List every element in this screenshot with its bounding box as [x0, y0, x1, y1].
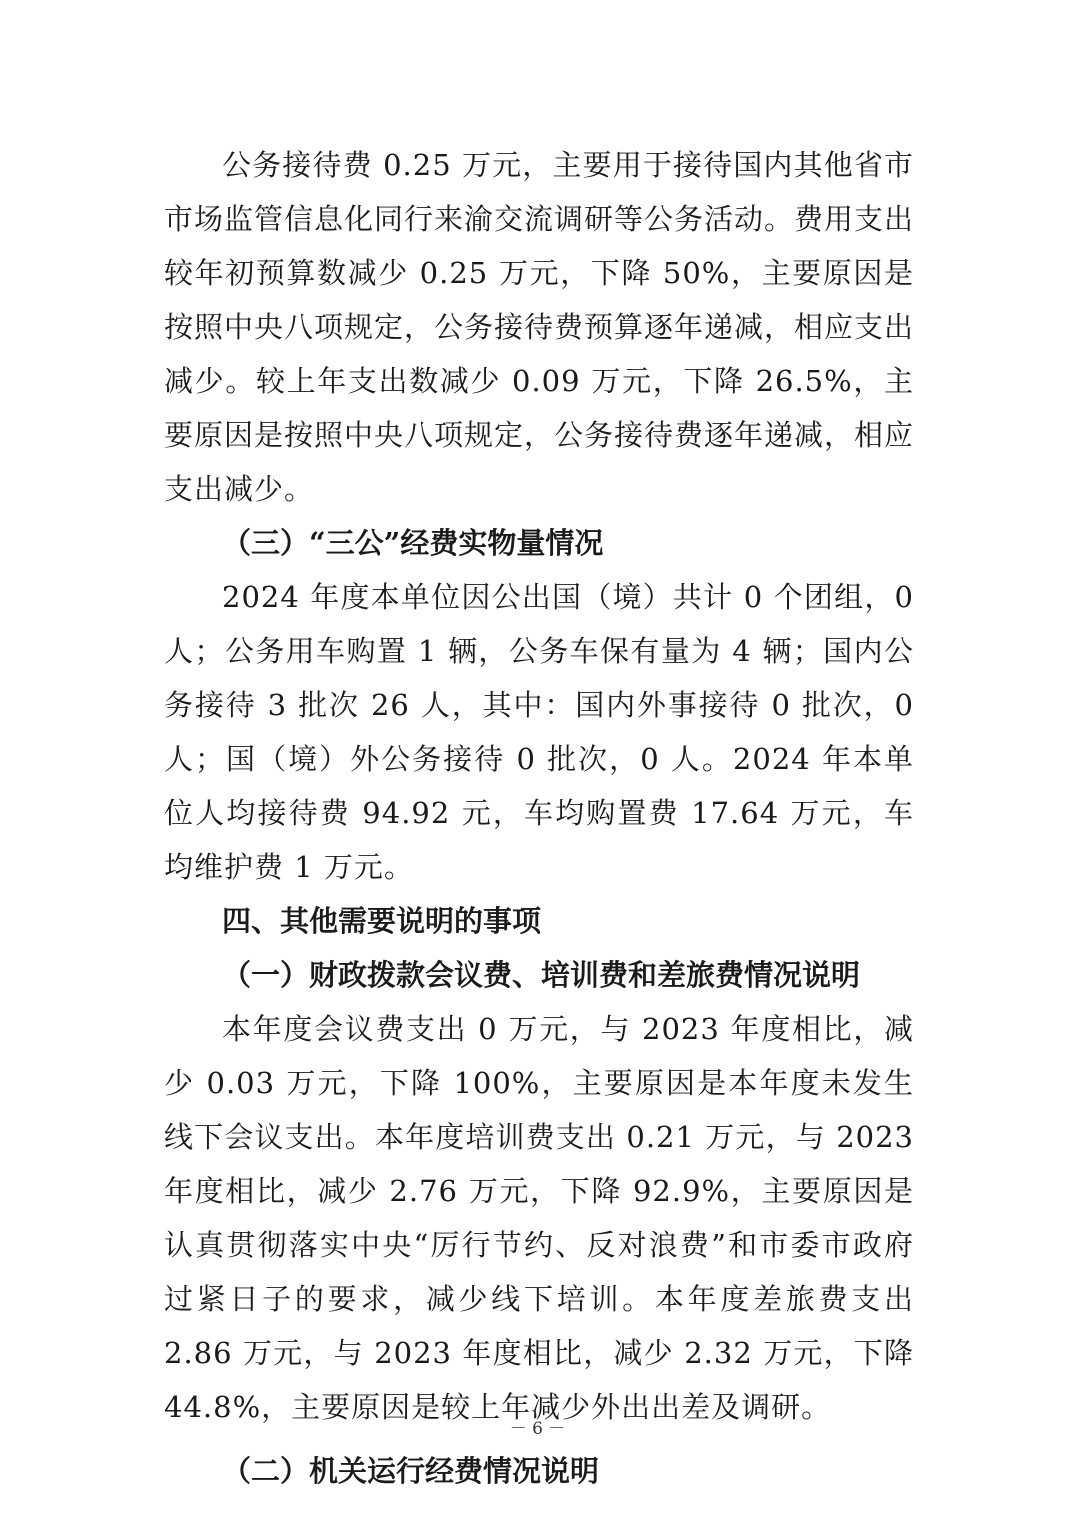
- paragraph-physical-quantity: 2024 年度本单位因公出国（境）共计 0 个团组，0 人；公务用车购置 1 辆，公务车保有量为 4 辆；国内公务接待 3 批次 26 人，其中：国内外事接待 0 批次，0 人；国（境）外公务接待 0 批次，0 人。2024 年本单位人均接待费 94.92 元，车均购置费 17.64 万元，车均维护费 1 万元。: [164, 580, 914, 884]
- heading-operating-expenses: （二）机关运行经费情况说明: [222, 1454, 600, 1488]
- paragraph-reception-fee: 公务接待费 0.25 万元，主要用于接待国内其他省市市场监管信息化同行来渝交流调研等公务活动。费用支出较年初预算数减少 0.25 万元，下降 50%，主要原因是按照中央八项规定，公务接待费预算逐年递减，相应支出减少。较上年支出数减少 0.09 万元，下降 26.5%，主要原因是按照中央八项规定，公务接待费逐年递减，相应支出减少。: [164, 148, 915, 506]
- paragraph-meeting-training-travel: 本年度会议费支出 0 万元，与 2023 年度相比，减少 0.03 万元，下降 100%，主要原因是本年度未发生线下会议支出。本年度培训费支出 0.21 万元，与 2023 年度相比，减少 2.76 万元，下降 92.9%，主要原因是认真贯彻落实中央“厉行节约、反对浪费”和市委市政府过紧日子的要求，减少线下培训。本年度差旅费支出 2.86 万元，与 2023 年度相比，减少 2.32 万元，下降 44.8%，主要原因是较上年减少外出出差及调研。: [164, 1012, 914, 1424]
- heading-physical-quantity: （三）“三公”经费实物量情况: [222, 526, 604, 560]
- page-content: [164, 138, 914, 1498]
- page-number: － 6 －: [509, 1419, 566, 1439]
- heading-meeting-training-travel: （一）财政拨款会议费、培训费和差旅费情况说明: [222, 958, 861, 992]
- heading-section-four: 四、其他需要说明的事项: [222, 904, 542, 938]
